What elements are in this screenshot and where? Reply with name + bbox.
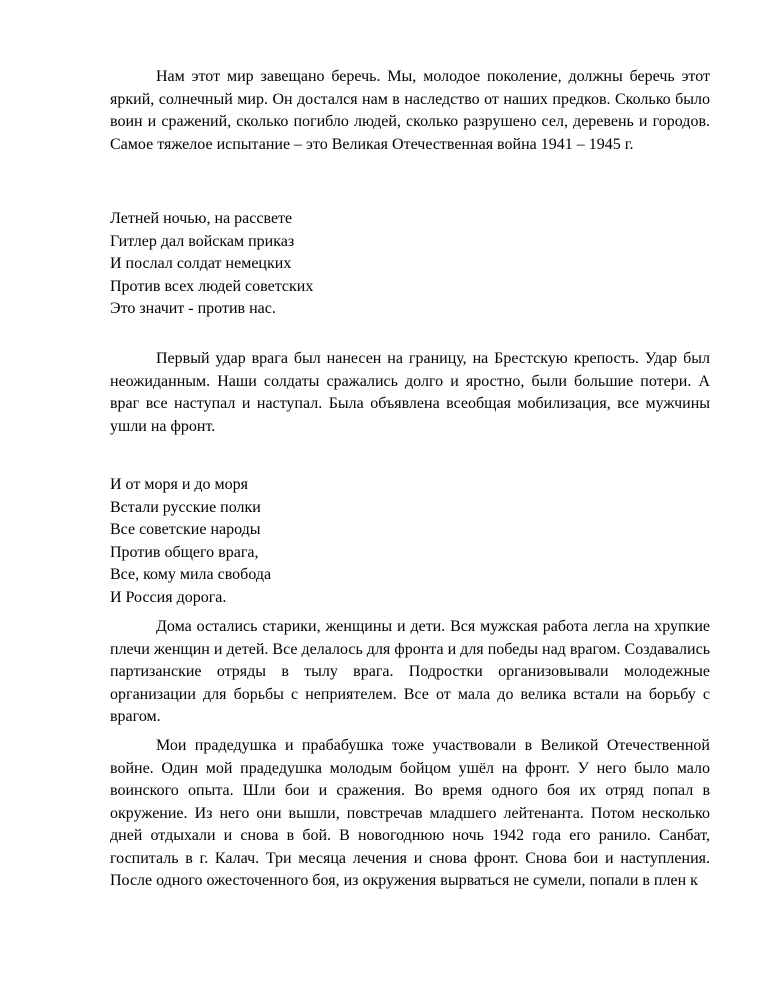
verse-line: Гитлер дал войскам приказ — [110, 232, 295, 250]
verse-line: Летней ночью, на рассвете — [110, 210, 293, 227]
paragraph-great-grandparents: Мои прадедушка и прабабушка тоже участвовали в Великой Отечественной войне. Один мой прадедушка молодым бойцом ушёл на фронт. У него было мало воинского опыта. Шли бои и сражения. Во время одного боя их отряд попал в окружение. Из него они вышли, повстречав младшего лейтенанта. Потом несколько дней отдыхали и снова в бой. В новогоднюю ночь 1942 года его ранило. Санбат, госпиталь в г. Калач. Три месяца лечения и снова фронт. Снова бои и наступления. После одного ожесточенного боя, из окружения вырваться не сумели, попали в плен к — [110, 737, 710, 889]
paragraph-intro: Нам этот мир завещано беречь. Мы, молодое поколение, должны беречь этот яркий, солнечный мир. Он достался нам в наследство от наших предков. Сколько было воин и сражений, сколько погибло людей, сколько разрушено сел, деревень и городов. Самое тяжелое испытание – это Великая Отечественная война 1941 – 1945 г. — [110, 68, 710, 153]
verse-line: И Россия дорога. — [110, 588, 227, 606]
verse-stanza-2 — [110, 474, 710, 609]
verse-line: Встали русские полки — [110, 498, 261, 516]
verse-line: И от моря и до моря — [110, 476, 249, 493]
verse-stanza-1 — [110, 208, 710, 321]
verse-line: Все советские народы — [110, 521, 261, 538]
paragraph-brest: Первый удар врага был нанесен на границу, на Брестскую крепость. Удар был неожиданным. Наши солдаты сражались долго и яростно, были большие потери. А враг все наступал и наступал. Была объявлена всеобщая мобилизация, все мужчины ушли на фронт. — [110, 350, 710, 435]
verse-line: И послал солдат немецких — [110, 255, 292, 272]
verse-line: Все, кому мила свобода — [110, 566, 272, 583]
verse-line: Против общего врага, — [110, 543, 259, 561]
verse-line: Против всех людей советских — [110, 277, 314, 295]
paragraph-home-front: Дома остались старики, женщины и дети. Вся мужская работа легла на хрупкие плечи женщин и детей. Все делалось для фронта и для победы над врагом. Создавались партизанские отряды в тылу врага. Подростки организовывали молодежные организации для борьбы с неприятелем. Все от мала до велика встали на борьбу с врагом. — [110, 618, 710, 725]
verse-line: Это значит - против нас. — [110, 300, 276, 317]
